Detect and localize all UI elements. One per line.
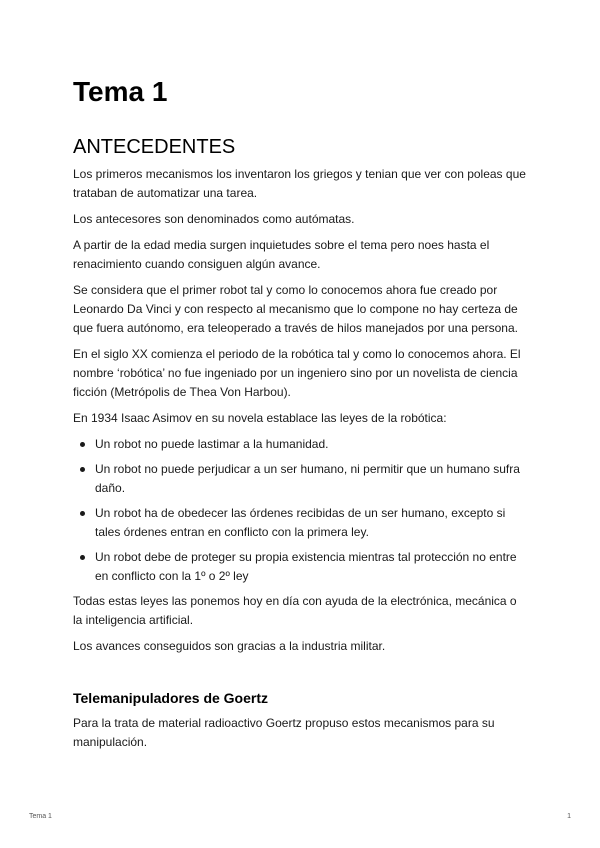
footer-title: Tema 1 xyxy=(29,813,52,820)
list-item-text: Un robot ha de obedecer las órdenes recibidas de un ser humano, excepto si tales órdenes entran en conflicto con la primera ley. xyxy=(95,506,506,539)
subsection-heading: Telemanipuladores de Goertz xyxy=(73,690,269,706)
list-item-text: Un robot no puede lastimar a la humanidad. xyxy=(95,437,329,451)
paragraph: Los primeros mecanismos los inventaron los griegos y tenian que ver con poleas que trataban de automatizar una tarea. xyxy=(73,167,526,200)
bullet-icon xyxy=(80,467,85,472)
bullet-icon xyxy=(80,442,85,447)
list-item xyxy=(73,460,528,498)
paragraph: Todas estas leyes las ponemos hoy en día con ayuda de la electrónica, mecánica o la inteligencia artificial. xyxy=(73,594,517,627)
list-item xyxy=(73,504,528,542)
paragraph: En el siglo XX comienza el periodo de la robótica tal y como lo conocemos ahora. El nombre ‘robótica’ no fue ingeniado por un ingeniero sino por un novelista de ciencia ficción (Metrópolis de Thea Von Harbou). xyxy=(73,347,521,399)
paragraph: Los antecesores son denominados como autómatas. xyxy=(73,212,355,226)
paragraph: A partir de la edad media surgen inquietudes sobre el tema pero noes hasta el renacimiento cuando consiguen algún avance. xyxy=(73,238,490,271)
list-item-text: Un robot debe de proteger su propia existencia mientras tal protección no entre en conflicto con la 1º o 2º ley xyxy=(95,550,517,583)
paragraph: Para la trata de material radioactivo Goertz propuso estos mecanismos para su manipulación. xyxy=(73,716,495,749)
list-item xyxy=(73,548,528,586)
list-item-text: Un robot no puede perjudicar a un ser humano, ni permitir que un humano sufra daño. xyxy=(95,462,520,495)
section-heading: ANTECEDENTES xyxy=(73,136,236,158)
bullet-icon xyxy=(80,555,85,560)
bullet-icon xyxy=(80,511,85,516)
paragraph: En 1934 Isaac Asimov en su novela establace las leyes de la robótica: xyxy=(73,411,447,425)
section-body xyxy=(73,165,528,759)
list-item xyxy=(73,435,528,454)
laws-list xyxy=(73,435,528,586)
paragraph: Los avances conseguidos son gracias a la industria militar. xyxy=(73,639,386,653)
page-title: Tema 1 xyxy=(73,76,168,107)
page-number: 1 xyxy=(567,813,571,820)
paragraph: Se considera que el primer robot tal y como lo conocemos ahora fue creado por Leonardo Da Vinci y con respecto al mecanismo que lo compone no hay certeza de que fuera autónomo, era teleoperado a través de hilos manejados por una persona. xyxy=(73,283,518,335)
